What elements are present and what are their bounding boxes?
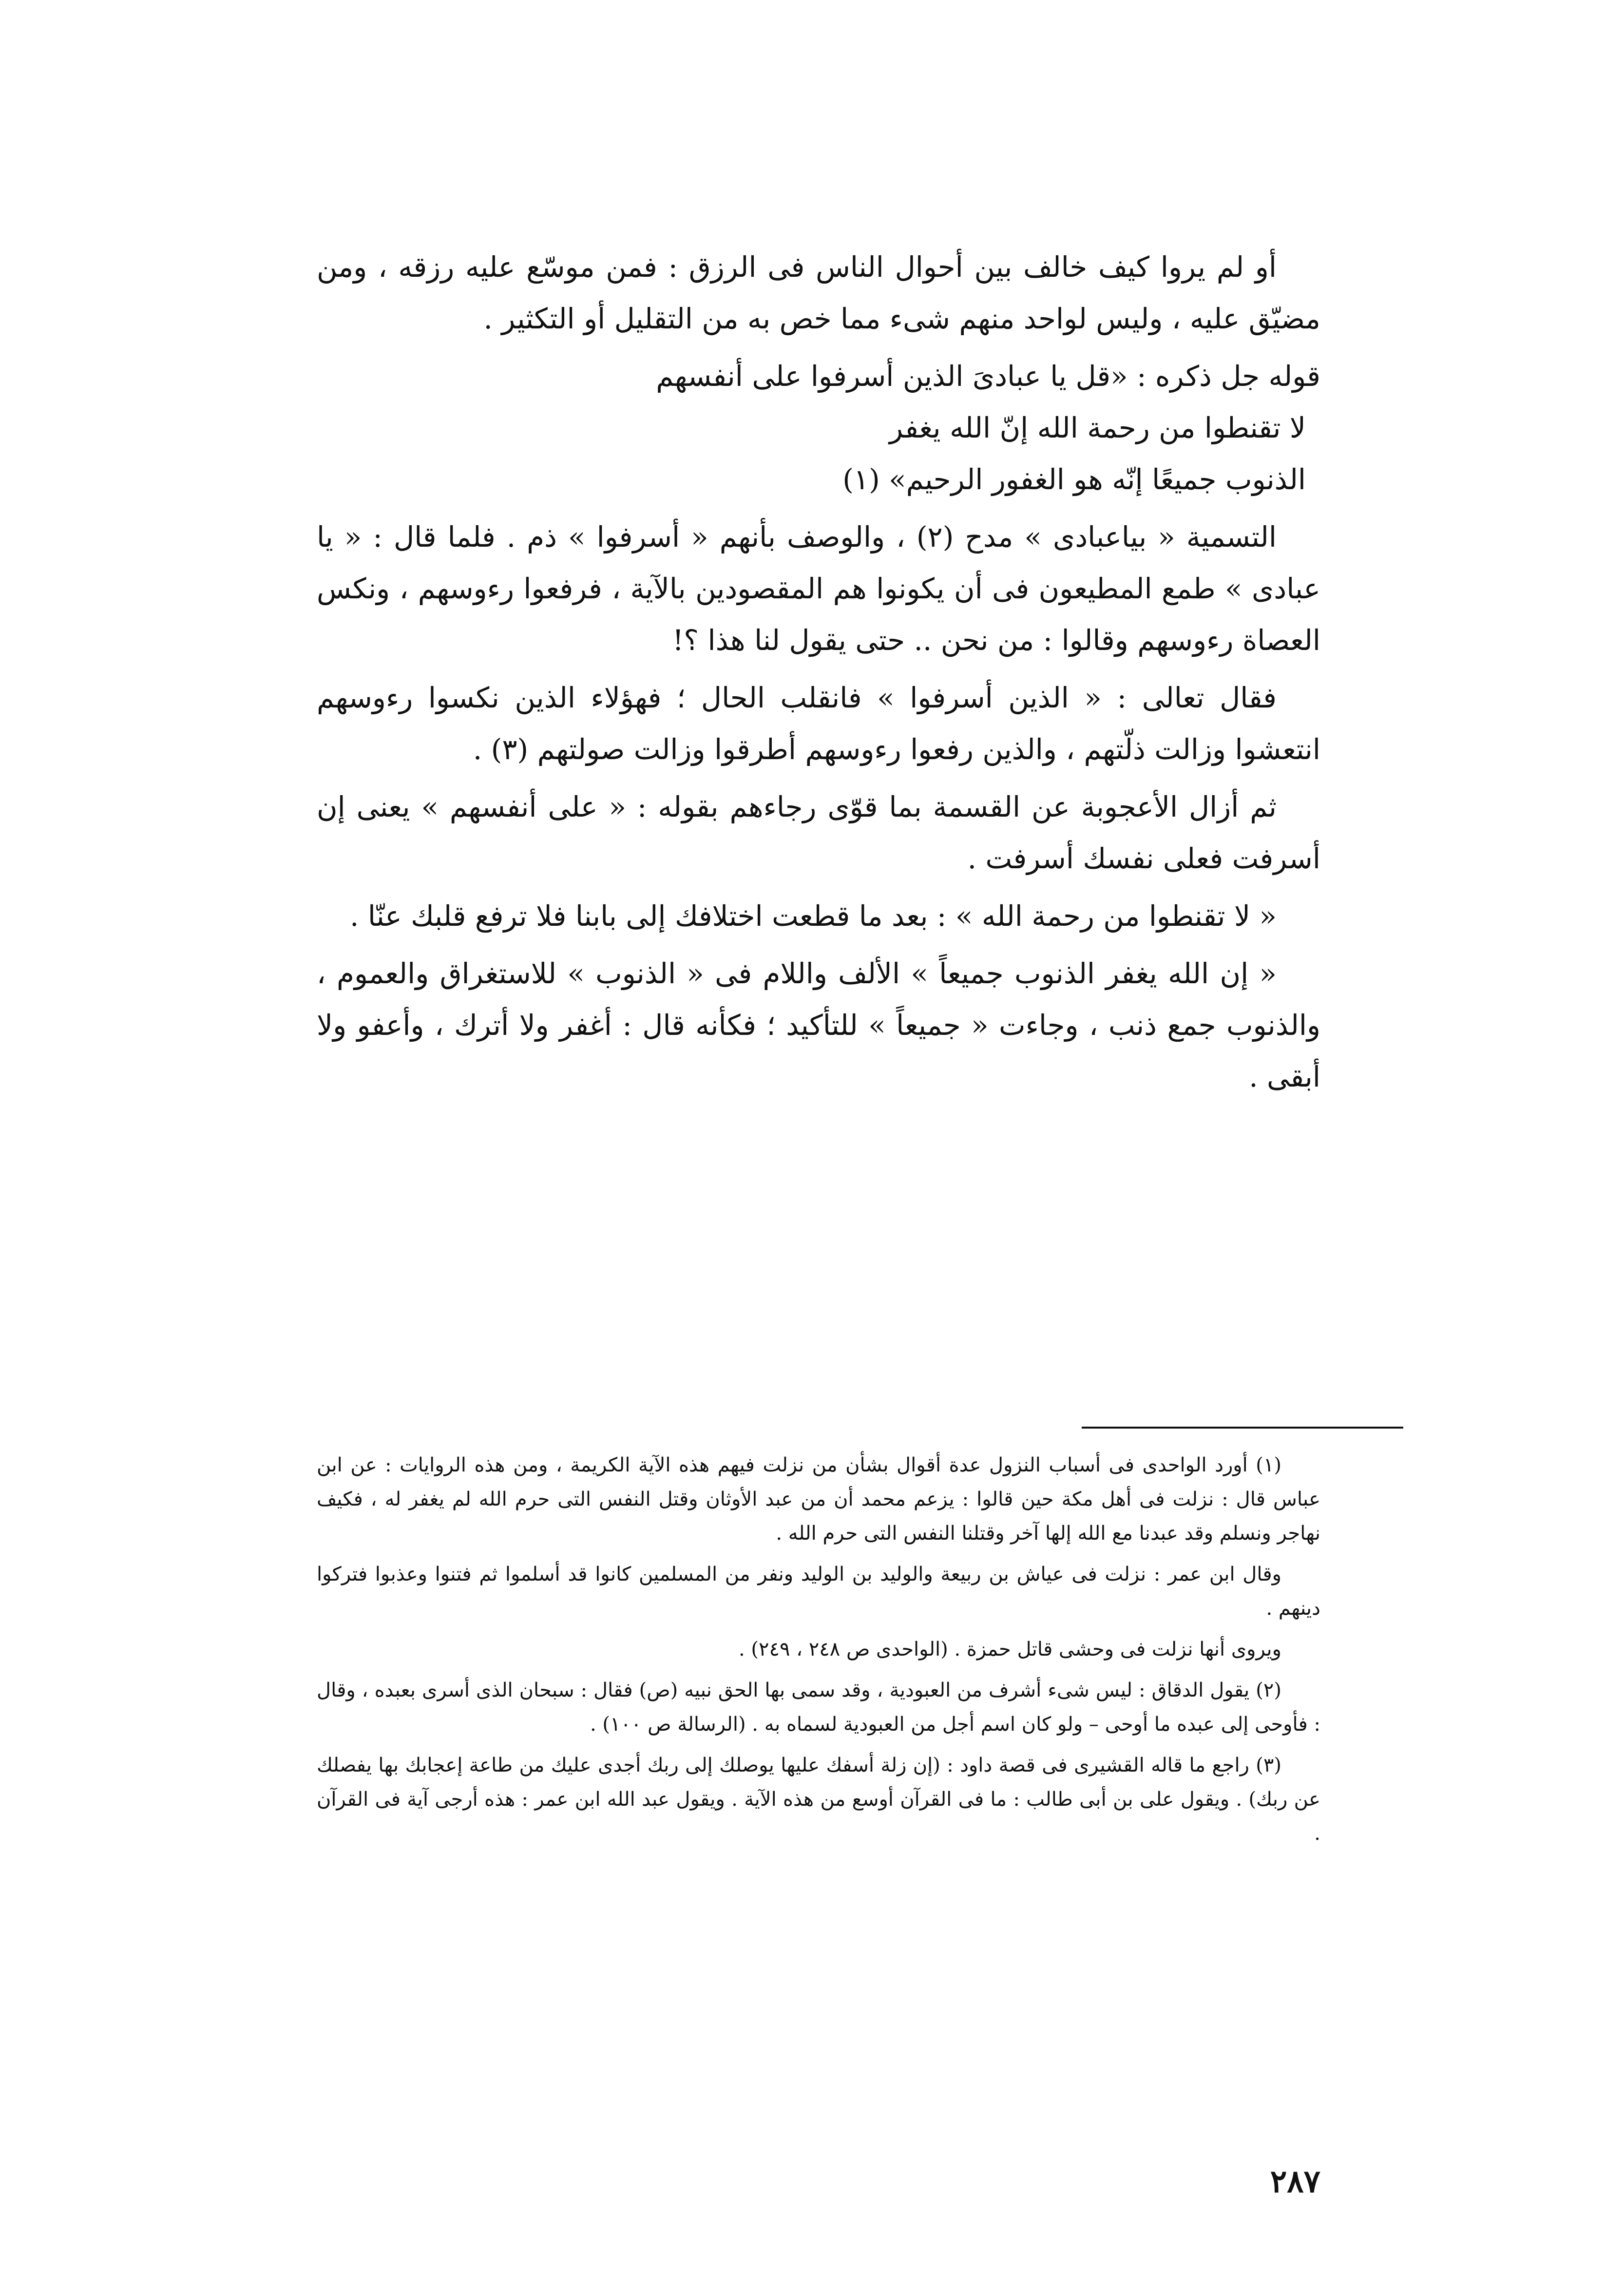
footnote-3: (٣) راجع ما قاله القشيرى فى قصة داود : (إن زلة أسفك عليها يوصلك إلى ربك أجدى عليك من طاعة إعجابك بها يفصلك عن ربك) . ويقول على بن أبى طالب : ما فى القرآن أوسع من هذه الآية . ويقول عبد الله ابن عمر : هذه أرجى آية فى القرآن . (317, 1754, 1320, 1845)
paragraph-6: « إن الله يغفر الذنوب جميعاً » الألف واللام فى « الذنوب » للاستغراق والعموم ، والذنوب جمع ذنب ، وجاءت « جميعاً » للتأكيد ؛ فكأنه قال : أغفر ولا أترك ، وأعفو ولا أبقى . (317, 957, 1320, 1093)
paragraph-1: أو لم يروا كيف خالف بين أحوال الناس فى الرزق : فمن موسّع عليه رزقه ، ومن مضيّق عليه ، وليس لواحد منهم شىء مما خص به من التقليل أو التكثير . (317, 250, 1320, 335)
footnote-divider (1082, 1427, 1403, 1429)
footnote-1c: ويروى أنها نزلت فى وحشى قاتل حمزة . (الواحدى ص ٢٤٨ ، ٢٤٩) . (738, 1638, 1281, 1661)
quran-verse (317, 350, 1320, 505)
paragraph-5: « لا تقنطوا من رحمة الله » : بعد ما قطعت اختلافك إلى بابنا فلا ترفع قلبك عنّا . (350, 899, 1277, 933)
footnote-1b: وقال ابن عمر : نزلت فى عياش بن ربيعة والوليد بن الوليد ونفر من المسلمين كانوا قد أسلموا ثم فتنوا وعذبوا فتركوا دينهم . (317, 1563, 1320, 1620)
paragraph-4: ثم أزال الأعجوبة عن القسمة بما قوّى رجاءهم بقوله : « على أنفسهم » يعنى إن أسرفت فعلى نفسك أسرفت . (317, 790, 1320, 875)
footnotes (317, 1448, 1320, 1857)
main-text (317, 241, 1320, 1108)
paragraph-2: التسمية « بياعبادى » مدح (٢) ، والوصف بأنهم « أسرفوا » ذم . فلما قال : « يا عبادى » طمع المطيعون فى أن يكونوا هم المقصودين بالآية ، فرفعوا رءوسهم ، ونكس العصاة رءوسهم وقالوا : من نحن .. حتى يقول لنا هذا ؟! (317, 520, 1320, 657)
verse-line-1: قوله جل ذكره : «قل يا عبادىَ الذين أسرفوا على أنفسهم (656, 360, 1320, 393)
verse-line-3: الذنوب جميعًا إنّه هو الغفور الرحيم» (١) (842, 463, 1306, 496)
footnote-1a: (١) أورد الواحدى فى أسباب النزول عدة أقوال بشأن من نزلت فيهم هذه الآية الكريمة ، ومن هذه الروايات : عن ابن عباس قال : نزلت فى أهل مكة حين قالوا : يزعم محمد أن من عبد الأوثان وقتل النفس التى حرم الله لم يغفر له ، فكيف نهاجر ونسلم وقد عبدنا مع الله إلها آخر وقتلنا النفس التى حرم الله . (317, 1454, 1320, 1545)
verse-line-2: لا تقنطوا من رحمة الله إنّ الله يغفر (889, 411, 1306, 444)
paragraph-3: فقال تعالى : « الذين أسرفوا » فانقلب الحال ؛ فهؤلاء الذين نكسوا رءوسهم انتعشوا وزالت ذلّتهم ، والذين رفعوا رءوسهم أطرقوا وزالت صولتهم (٣) . (317, 681, 1320, 766)
footnote-2: (٢) يقول الدقاق : ليس شىء أشرف من العبودية ، وقد سمى بها الحق نبيه (ص) فقال : سبحان الذى أسرى بعبده ، وقال : فأوحى إلى عبده ما أوحى – ولو كان اسم أجل من العبودية لسماه به . (الرسالة ص ١٠٠) . (317, 1679, 1320, 1736)
page-number: ٢٨٧ (1270, 2163, 1320, 2200)
